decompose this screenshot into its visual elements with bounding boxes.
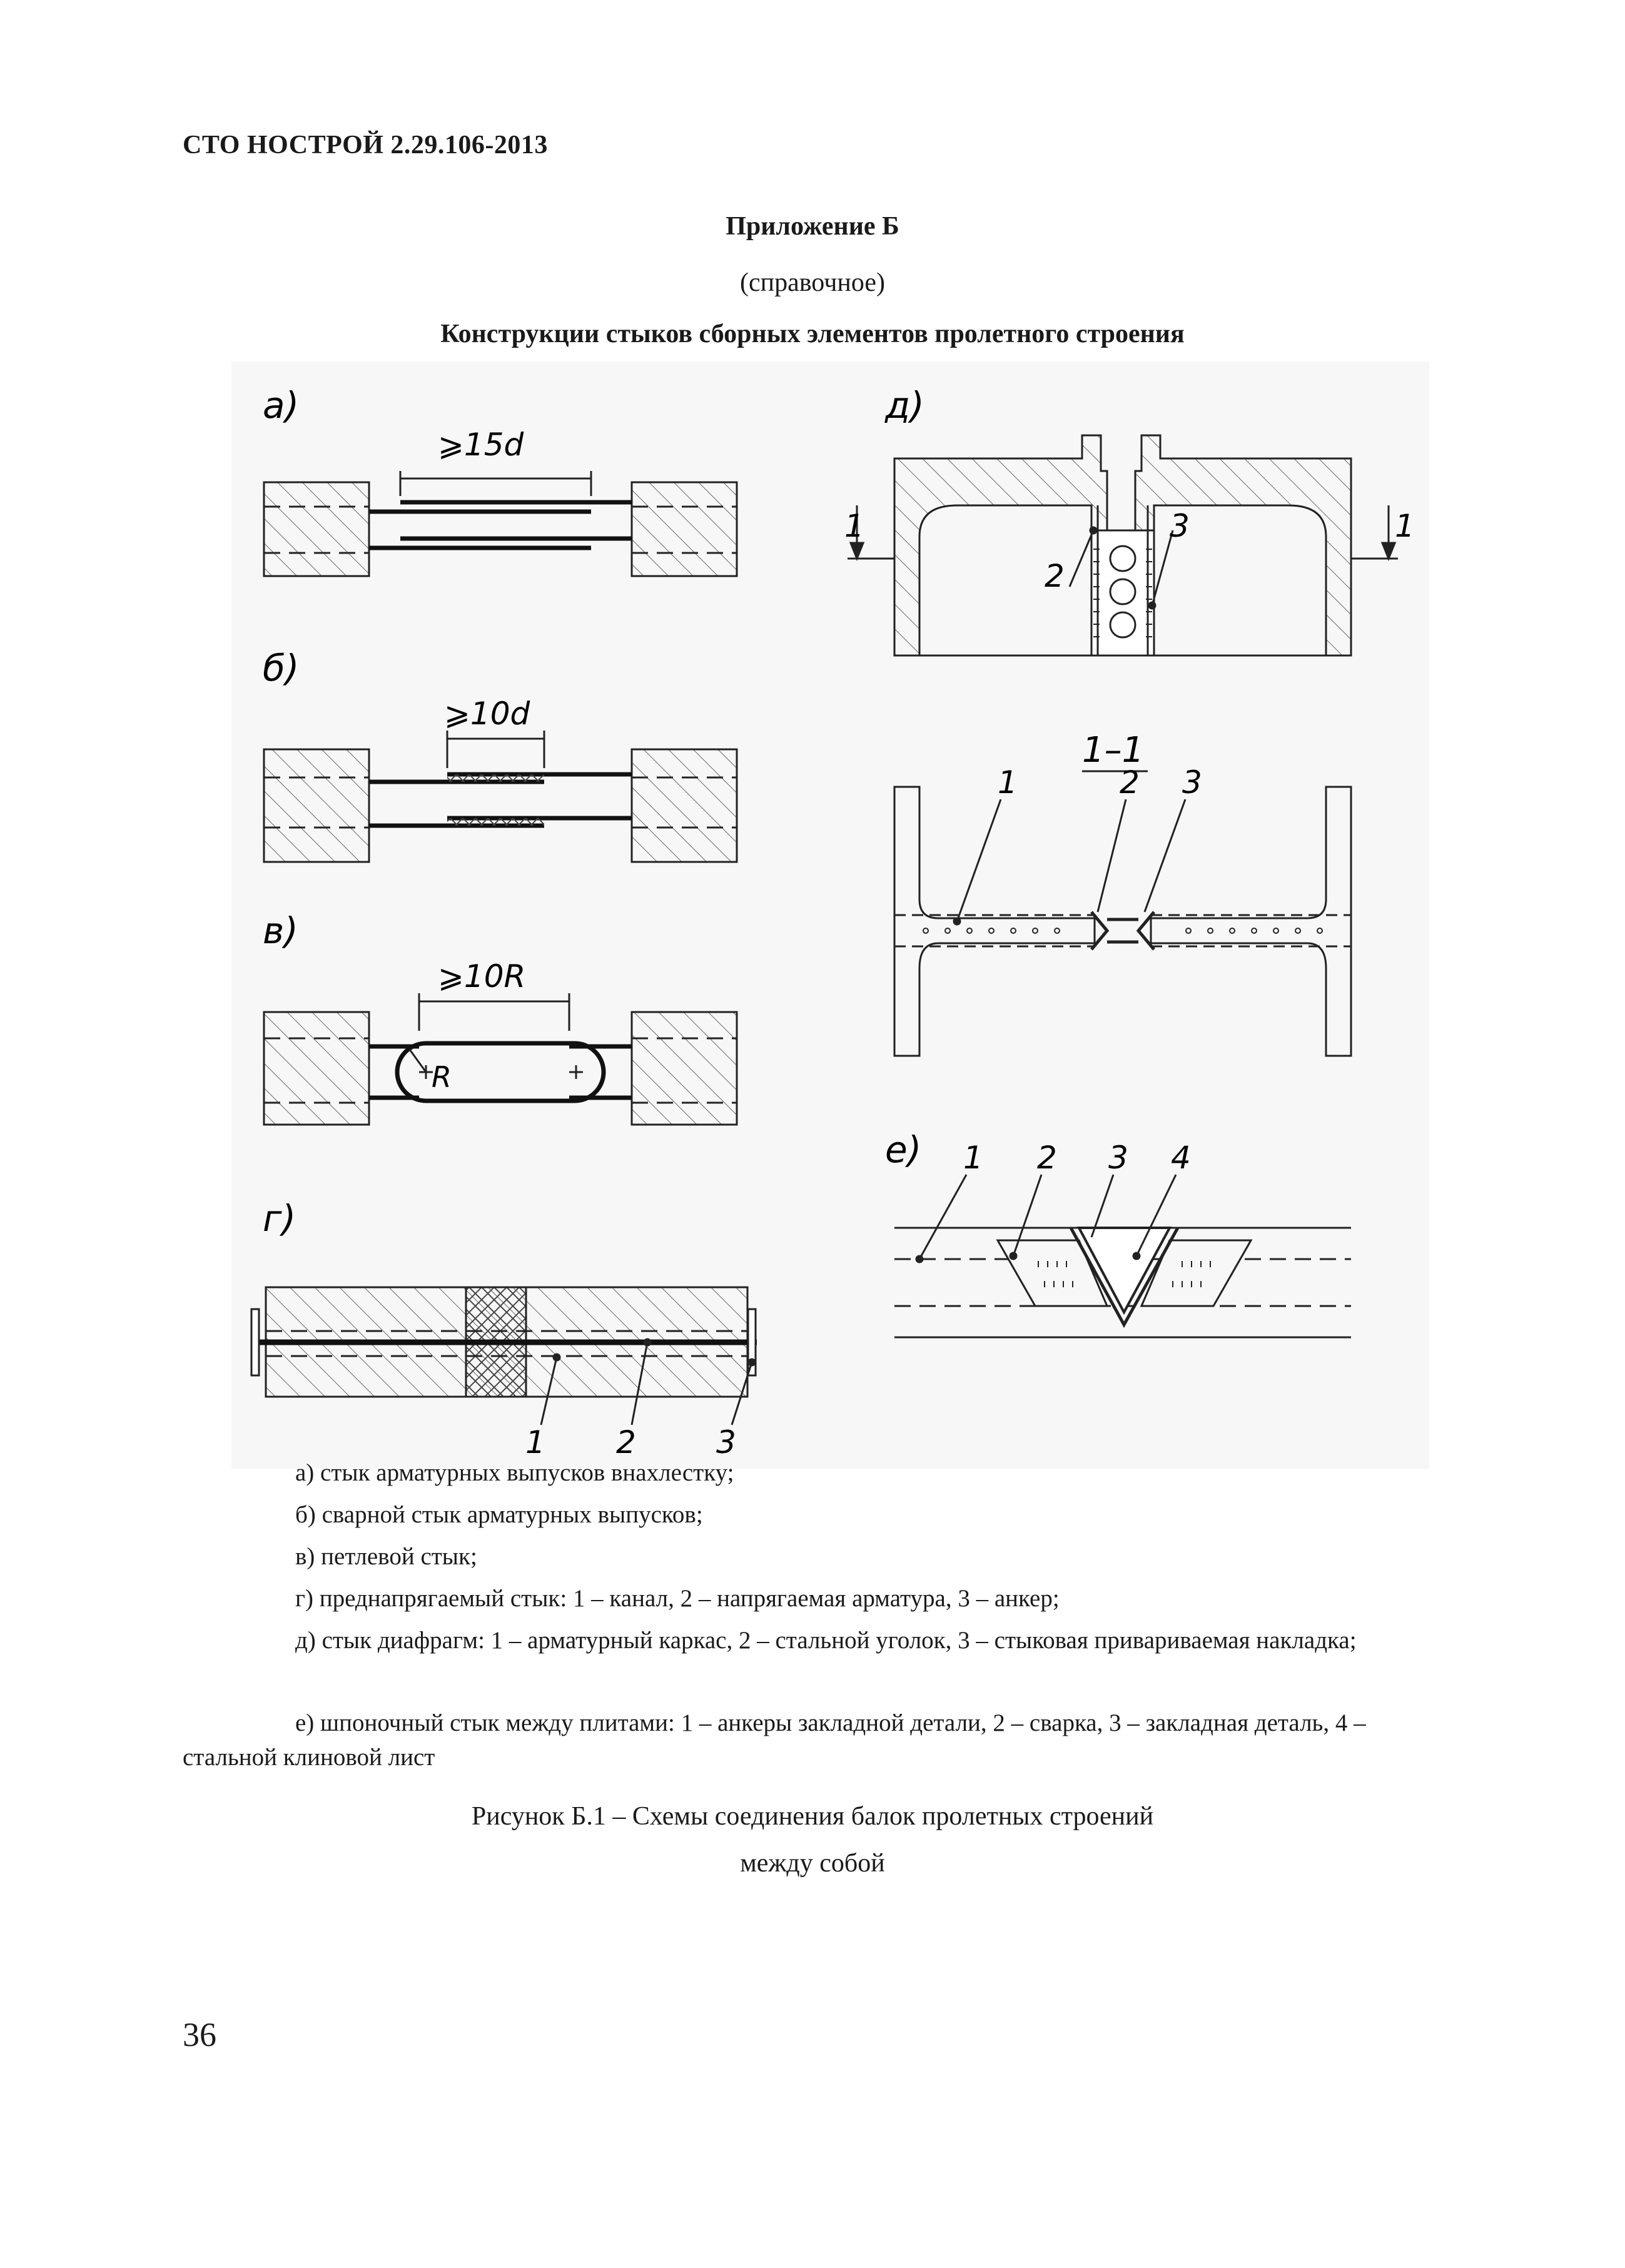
- figure-caption-line2: между собой: [740, 1849, 885, 1878]
- panel-section-1-1: [894, 730, 1351, 1056]
- panel-g-letter: г): [263, 1197, 296, 1240]
- legend-item-a: а) стык арматурных выпусков внахлестку;: [295, 1459, 734, 1486]
- panel-e-callout-4: 4: [1171, 1140, 1191, 1176]
- legend-item-g: г) преднапрягаемый стык: 1 – канал, 2 – напрягаемая арматура, 3 – анкер;: [295, 1585, 1060, 1612]
- section-title: 1–1: [1082, 730, 1145, 771]
- figure-caption-line1: Рисунок Б.1 – Схемы соединения балок пролетных строений: [471, 1802, 1154, 1831]
- panel-d-callout-3: 3: [1170, 508, 1190, 544]
- panel-b-letter: б): [263, 647, 300, 689]
- section-callout-2: 2: [1120, 764, 1140, 801]
- panel-e-callout-2: 2: [1037, 1140, 1057, 1176]
- panel-e: [885, 1128, 1351, 1337]
- panel-v-radius-label: R: [432, 1060, 452, 1094]
- panel-b: [263, 647, 737, 862]
- legend-item-v: в) петлевой стык;: [295, 1543, 477, 1570]
- panel-e-callout-1: 1: [963, 1140, 983, 1176]
- appendix-title: Приложение Б: [726, 212, 899, 241]
- legend-item-d: д) стык диафрагм: 1 – арматурный каркас, 2 – стальной уголок, 3 – стыковая привариваемая накладка;: [295, 1627, 1357, 1654]
- section-callout-3: 3: [1182, 764, 1202, 801]
- section-callout-1: 1: [998, 764, 1018, 801]
- legend-item-e: е) шпоночный стык между плитами: 1 – анкеры закладной детали, 2 – сварка, 3 – закладная деталь, 4 – стальной клиновой лист: [183, 1709, 1366, 1771]
- legend-item-b: б) сварной стык арматурных выпусков;: [295, 1501, 703, 1528]
- panel-g-callout-1: 1: [525, 1424, 545, 1461]
- document-code-header: СТО НОСТРОЙ 2.29.106-2013: [183, 131, 548, 159]
- panel-b-dimension: ⩾10d: [444, 696, 530, 732]
- panel-g-callout-2: 2: [616, 1424, 636, 1461]
- joint-schemes-figure: [231, 362, 1429, 1469]
- panel-v-dimension: ⩾10R: [438, 958, 526, 995]
- page-number: 36: [183, 2016, 216, 2053]
- panel-e-letter: е): [885, 1128, 922, 1171]
- panel-a: [263, 384, 737, 576]
- panel-d-callout-2: 2: [1045, 558, 1065, 594]
- panel-a-dimension: ⩾15d: [438, 427, 524, 463]
- panel-g-callout-3: 3: [716, 1424, 736, 1461]
- appendix-type: (справочное): [740, 268, 885, 297]
- panel-d-section-mark-right: 1: [1395, 508, 1415, 544]
- panel-e-callout-3: 3: [1108, 1140, 1128, 1176]
- panel-d: [844, 384, 1415, 656]
- panel-a-letter: а): [263, 384, 300, 427]
- panel-d-letter: д): [885, 384, 924, 427]
- panel-v: [263, 909, 737, 1125]
- panel-d-section-mark-left: 1: [844, 508, 864, 544]
- panel-v-letter: в): [263, 909, 298, 952]
- appendix-heading: Конструкции стыков сборных элементов пролетного строения: [440, 320, 1185, 348]
- panel-g: [251, 1197, 757, 1461]
